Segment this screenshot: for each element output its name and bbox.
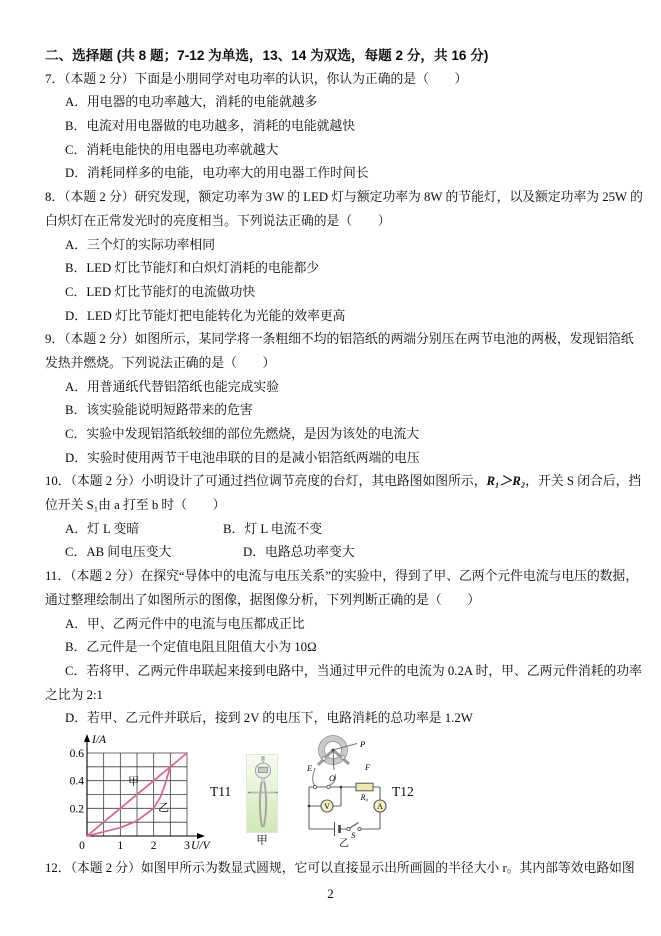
pointer-label-p: P <box>360 738 366 749</box>
question-11-stem-line-1: 11．（本题 2 分）在探究“导体中的电流与电压关系”的实验中，得到了甲、乙两个元件电流与电压的数据， <box>45 569 639 584</box>
terminal-label-e: E <box>307 762 313 773</box>
junction-dot <box>308 805 311 808</box>
battery-icon <box>335 822 340 836</box>
circuit-diagram-figure <box>305 734 395 848</box>
question-8-option-c: C．LED 灯比节能灯的电流做功快 <box>65 284 256 299</box>
question-11-option-c: C．若将甲、乙两元件串联起来接到电路中，当通过甲元件的电流为 0.2A 时，甲、乙两元件消耗的功率 <box>65 663 642 678</box>
question-7-option-d: D．消耗同样多的电能，电功率大的用电器工作时间长 <box>65 166 369 181</box>
question-10-stem-line-2: 位开关 S₁由 a 打至 b 时（ ） <box>45 498 226 513</box>
question-9-stem-line-1: 9．（本题 2 分）如图所示，某同学将一条粗细不均的铝箔纸的两端分别压在两节电池的两极，发现铝箔纸 <box>45 332 634 347</box>
figure-label-t11: T11 <box>210 783 232 799</box>
question-10-option-b: B．灯 L 电流不变 <box>223 521 323 536</box>
question-11 <box>45 565 642 731</box>
question-7-option-c: C．消耗电能快的用电器电功率就越大 <box>65 142 279 157</box>
page-number: 2 <box>327 885 334 901</box>
question-10-options-row-1 <box>45 518 633 542</box>
svg-text:U/V: U/V <box>191 839 210 852</box>
digital-compass-figure <box>246 754 278 848</box>
question-9-stem-line-2: 发热并燃烧。下列说法正确的是（ ） <box>45 355 276 370</box>
svg-text:2: 2 <box>150 839 157 852</box>
question-10-option-a: A．灯 L 变暗 <box>65 521 140 536</box>
digital-compass-photo <box>246 754 278 833</box>
question-11-stem-line-2: 通过整理绘制出了如图所示的图像，据图像分析，下列判断正确的是（ ） <box>45 592 481 607</box>
question-10-options-row-2 <box>45 541 633 565</box>
question-8-option-d: D．LED 灯比节能灯把电能转化为光能的效率更高 <box>65 308 346 323</box>
question-12 <box>45 857 633 881</box>
svg-text:0.6: 0.6 <box>69 747 84 760</box>
svg-text:0.4: 0.4 <box>69 775 84 788</box>
question-9-option-a: A．用普通纸代替铝箔纸也能完成实验 <box>65 379 279 394</box>
binding-post <box>327 785 330 788</box>
question-7-option-a: A．用电器的电功率越大，消耗的电能就越多 <box>65 95 318 110</box>
svg-text:1: 1 <box>117 839 124 852</box>
question-8-option-a: A．三个灯的实际功率相同 <box>65 237 216 252</box>
caliper-caption: 甲 <box>256 834 268 847</box>
question-11-option-d: D．若甲、乙元件并联后，接到 2V 的电压下，电路消耗的总功率是 1.2W <box>65 711 473 726</box>
terminal-label-o: O <box>329 772 336 783</box>
lead-wire <box>313 768 315 785</box>
question-8-stem-line-2: 白炽灯在正常发光时的亮度相当。下列说法正确的是（ ） <box>45 213 391 228</box>
svg-text:3: 3 <box>184 839 190 852</box>
switch-label: S <box>351 829 356 840</box>
junction-dot <box>340 786 343 789</box>
question-7-stem: 7．（本题 2 分）下面是小朋同学对电功率的认识，你认为正确的是（ ） <box>45 71 468 86</box>
svg-text:0: 0 <box>79 839 85 852</box>
terminal-label-f: F <box>365 761 371 772</box>
question-11-option-a: A．甲、乙两元件中的电流与电压都成正比 <box>65 616 305 631</box>
section-header: 二、选择题 (共 8 题；7-12 为单选，13、14 为双选，每题 2 分，共 16 分) <box>45 48 489 63</box>
stem-text: ，开关 S 闭合后，挡 <box>525 474 642 489</box>
figure-row <box>45 731 633 857</box>
svg-text:I/A: I/A <box>92 733 107 746</box>
question-8-option-b: B．LED 灯比节能灯和白炽灯消耗的电能都少 <box>65 261 320 276</box>
question-7-option-b: B．电流对用电器做的电功越多，消耗的电能就越快 <box>65 119 356 134</box>
resistor-inequality: R₁＞R₂ <box>486 474 526 489</box>
resistor-label: R₀ <box>360 792 369 802</box>
digital-compass-icon <box>247 755 279 834</box>
binding-post <box>313 785 316 788</box>
resistor-icon <box>356 783 373 791</box>
question-11-option-b: B．乙元件是一个定值电阻且阻值大小为 10Ω <box>65 640 317 655</box>
question-11-option-c-continuation: 之比为 2:1 <box>45 687 103 702</box>
question-10-option-d: D．电路总功率变大 <box>243 545 355 560</box>
question-7 <box>45 68 633 186</box>
compass-arc-rheostat <box>318 735 357 770</box>
iv-characteristic-chart <box>58 732 208 854</box>
svg-text:0.2: 0.2 <box>69 803 84 816</box>
question-8 <box>45 186 643 328</box>
question-10-option-c: C．AB 间电压变大 <box>65 545 172 560</box>
question-12-stem-line-1: 12．（本题 2 分）如图甲所示为数显式圆规，它可以直接显示出所画圆的半径大小 r。其内部等效电路如图 <box>45 860 635 875</box>
question-9-option-d: D．实验时使用两节干电池串联的目的是减小铝箔纸两端的电压 <box>65 450 420 465</box>
ammeter-label: A <box>377 801 383 811</box>
question-9 <box>45 328 633 470</box>
question-9-option-c: C．实验中发现铝箔纸较细的部位先燃烧，是因为该处的电流大 <box>65 427 420 441</box>
question-8-stem-line-1: 8．（本题 2 分）研究发现，额定功率为 3W 的 LED 灯与额定功率为 8W 的节能灯，以及额定功率为 25W 的 <box>45 190 643 205</box>
question-10-stem-line-1 <box>45 470 642 494</box>
stem-text: 10．（本题 2 分）小明设计了可通过挡位调节亮度的台灯，其电路图如图所示， <box>45 474 487 489</box>
voltmeter-label: V <box>324 801 330 811</box>
question-9-option-b: B．该实验能说明短路带来的危害 <box>65 403 253 418</box>
svg-text:乙: 乙 <box>158 802 170 815</box>
question-10 <box>45 470 642 565</box>
svg-text:甲: 甲 <box>128 775 140 788</box>
circuit-wires <box>309 787 380 829</box>
figure-label-t12: T12 <box>392 783 414 799</box>
circuit-caption: 乙 <box>339 838 349 850</box>
